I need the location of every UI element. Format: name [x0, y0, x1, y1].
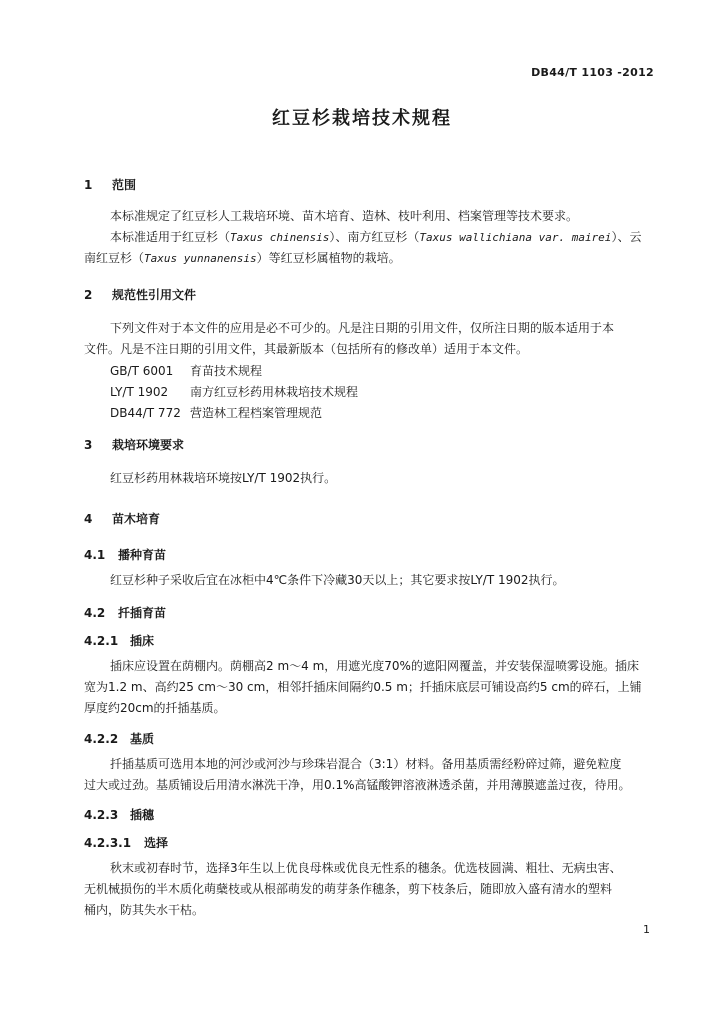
- section-number: 2: [84, 288, 93, 302]
- section-number: 1: [84, 178, 93, 192]
- paragraph-continuation: 无机械损伤的半木质化萌蘖枝或从根部萌发的萌芽条作穗条，剪下枝条后，随即放入盛有清水的塑料: [84, 882, 613, 896]
- section-4-2-heading: [84, 604, 166, 621]
- section-title: 扦插育苗: [118, 606, 167, 620]
- section-number: 4.2.3.1: [84, 836, 132, 850]
- section-4-2-1-heading: [84, 632, 154, 649]
- section-number: 4.2: [84, 606, 106, 620]
- paragraph: 插床应设置在荫棚内。荫棚高2 m～4 m，用遮光度70%的遮阳网覆盖，并安装保湿喷雾设施。插床: [110, 659, 639, 673]
- paragraph-continuation: 厚度约20cm的扦插基质。: [84, 701, 226, 715]
- section-title: 栽培环境要求: [112, 438, 185, 452]
- reference-name: 南方红豆杉药用林栽培技术规程: [190, 385, 359, 399]
- paragraph-continuation: 桶内，防其失水干枯。: [84, 903, 205, 917]
- document-title: 红豆杉栽培技术规程: [272, 108, 452, 129]
- paragraph: 本标准规定了红豆杉人工栽培环境、苗木培育、造林、枝叶利用、档案管理等技术要求。: [110, 209, 579, 223]
- reference-item: [110, 404, 322, 421]
- section-title: 选择: [144, 836, 169, 850]
- text: ）、南方红豆杉（: [329, 230, 420, 244]
- page-number: 1: [643, 923, 650, 936]
- section-title: 插穗: [130, 808, 155, 822]
- reference-item: [110, 362, 262, 379]
- section-4-2-3-1-heading: [84, 834, 168, 851]
- section-number: 4.2.3: [84, 808, 119, 822]
- latin-name: Taxus yunnanensis: [144, 252, 257, 265]
- section-number: 4.2.2: [84, 732, 119, 746]
- paragraph: [110, 227, 641, 248]
- section-4-2-2-heading: [84, 730, 154, 747]
- paragraph: 红豆杉种子采收后宜在冰柜中4℃条件下冷藏30天以上；其它要求按LY/T 1902执行。: [110, 573, 565, 587]
- document-code: DB44/T 1103 -2012: [531, 66, 654, 79]
- text: 南红豆杉（: [84, 251, 145, 265]
- section-3-heading: [84, 436, 184, 453]
- section-4-1-heading: [84, 546, 166, 563]
- paragraph-continuation: [84, 248, 401, 269]
- section-4-heading: [84, 510, 160, 527]
- section-title: 插床: [130, 634, 155, 648]
- section-number: 4.2.1: [84, 634, 119, 648]
- section-1-heading: [84, 176, 136, 193]
- section-title: 规范性引用文件: [112, 288, 197, 302]
- section-title: 苗木培育: [112, 512, 161, 526]
- paragraph-continuation: 宽为1.2 m、高约25 cm～30 cm，相邻扦插床间隔约0.5 m；扦插床底层可铺设高约5 cm的碎石，上铺: [84, 680, 642, 694]
- latin-name: Taxus wallichiana var. mairei: [419, 231, 612, 244]
- reference-item: [110, 383, 358, 400]
- paragraph: 红豆杉药用林栽培环境按LY/T 1902执行。: [110, 471, 337, 485]
- section-title: 范围: [112, 178, 137, 192]
- reference-code: LY/T 1902: [110, 385, 169, 399]
- section-number: 4.1: [84, 548, 106, 562]
- section-4-2-3-heading: [84, 806, 154, 823]
- reference-name: 育苗技术规程: [190, 364, 263, 378]
- paragraph: 秋末或初春时节，选择3年生以上优良母株或优良无性系的穗条。优选枝圆满、粗壮、无病虫害、: [110, 861, 622, 875]
- section-2-heading: [84, 286, 196, 303]
- section-title: 基质: [130, 732, 155, 746]
- text: ）等红豆杉属植物的栽培。: [256, 251, 401, 265]
- section-title: 播种育苗: [118, 548, 167, 562]
- section-number: 4: [84, 512, 93, 526]
- paragraph-continuation: 过大或过劲。基质铺设后用清水淋洗干净，用0.1%高锰酸钾溶液淋透杀菌，并用薄膜遮盖过夜，待用。: [84, 778, 631, 792]
- reference-name: 营造林工程档案管理规范: [190, 406, 323, 420]
- section-number: 3: [84, 438, 93, 452]
- reference-code: DB44/T 772: [110, 406, 181, 420]
- paragraph: 下列文件对于本文件的应用是必不可少的。凡是注日期的引用文件，仅所注日期的版本适用于本: [110, 321, 615, 335]
- latin-name: Taxus chinensis: [230, 231, 330, 244]
- paragraph-continuation: 文件。凡是不注日期的引用文件，其最新版本（包括所有的修改单）适用于本文件。: [84, 342, 529, 356]
- reference-code: GB/T 6001: [110, 364, 174, 378]
- text: ）、云: [611, 230, 642, 244]
- paragraph: 扦插基质可选用本地的河沙或河沙与珍珠岩混合（3:1）材料。备用基质需经粉碎过筛，避免粒度: [110, 757, 622, 771]
- text: 本标准适用于红豆杉（: [110, 230, 231, 244]
